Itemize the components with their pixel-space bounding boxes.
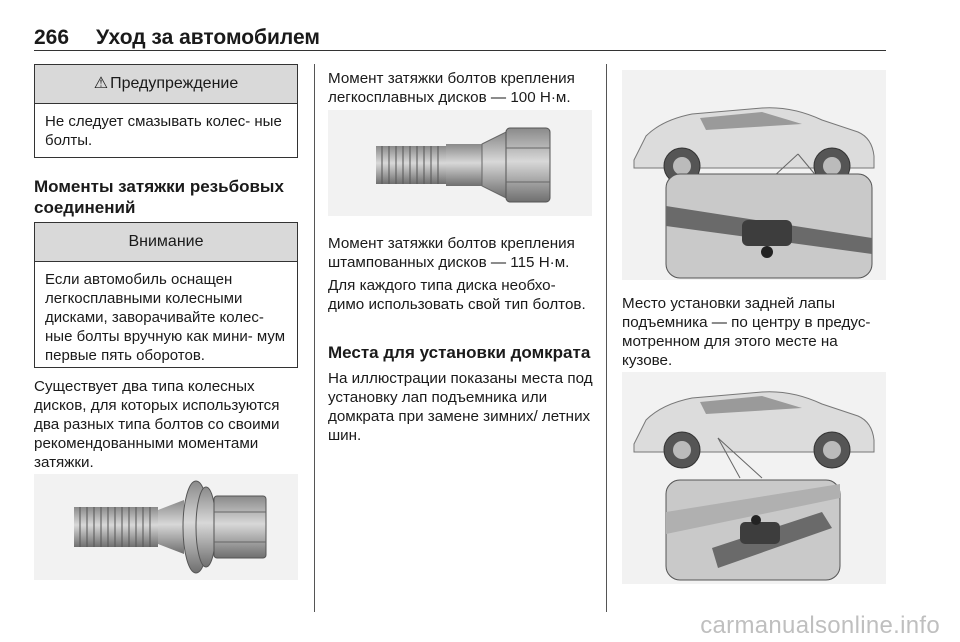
bolt-type-note: Для каждого типа диска необхо- димо использовать свой тип болтов. bbox=[328, 277, 586, 313]
steel-torque-text: Момент затяжки болтов крепления штампованных дисков — 115 Н·м. bbox=[328, 235, 575, 271]
front-lift-point-illustration bbox=[622, 372, 886, 584]
warning-title: Предупреждение bbox=[110, 75, 239, 92]
rear-lift-point-illustration bbox=[622, 70, 886, 280]
caution-body: Если автомобиль оснащен легкосплавными колесными дисками, заворачивайте колес- ные болты вручную как мини- мум первые пять оборотов. bbox=[45, 271, 286, 364]
column-divider-1 bbox=[314, 64, 315, 612]
alloy-torque-text: Момент затяжки болтов крепления легкосплавных дисков — 100 Н·м. bbox=[328, 70, 575, 106]
warning-box bbox=[34, 64, 298, 158]
caution-box bbox=[34, 222, 298, 368]
caution-title: Внимание bbox=[35, 223, 297, 262]
jack-points-heading: Места для установки домкрата bbox=[328, 343, 591, 362]
watermark: carmanualsonline.info bbox=[700, 612, 940, 639]
page-number: 266 bbox=[34, 26, 70, 49]
torque-section-heading: Моменты затяжки резьбовых соединений bbox=[34, 177, 284, 217]
header-rule bbox=[34, 50, 886, 51]
steel-wheel-bolt-illustration bbox=[34, 474, 298, 580]
jack-points-text: На иллюстрации показаны места под установку лап подъемника или домкрата при замене зимних/ летних шин. bbox=[328, 370, 593, 444]
column-divider-2 bbox=[606, 64, 607, 612]
warning-box-header bbox=[35, 65, 297, 104]
warning-triangle-icon: ⚠ bbox=[93, 75, 109, 92]
wheel-types-paragraph: Существует два типа колесных дисков, для которых используются два разных типа болтов со своими рекомендованными моментами затяжки. bbox=[34, 378, 280, 471]
page-title: Уход за автомобилем bbox=[96, 26, 320, 49]
warning-body: Не следует смазывать колес- ные болты. bbox=[45, 113, 282, 149]
alloy-wheel-bolt-illustration bbox=[328, 110, 592, 216]
rear-lift-point-caption: Место установки задней лапы подъемника — по центру в предус- мотренном для этого месте на кузове. bbox=[622, 295, 871, 369]
